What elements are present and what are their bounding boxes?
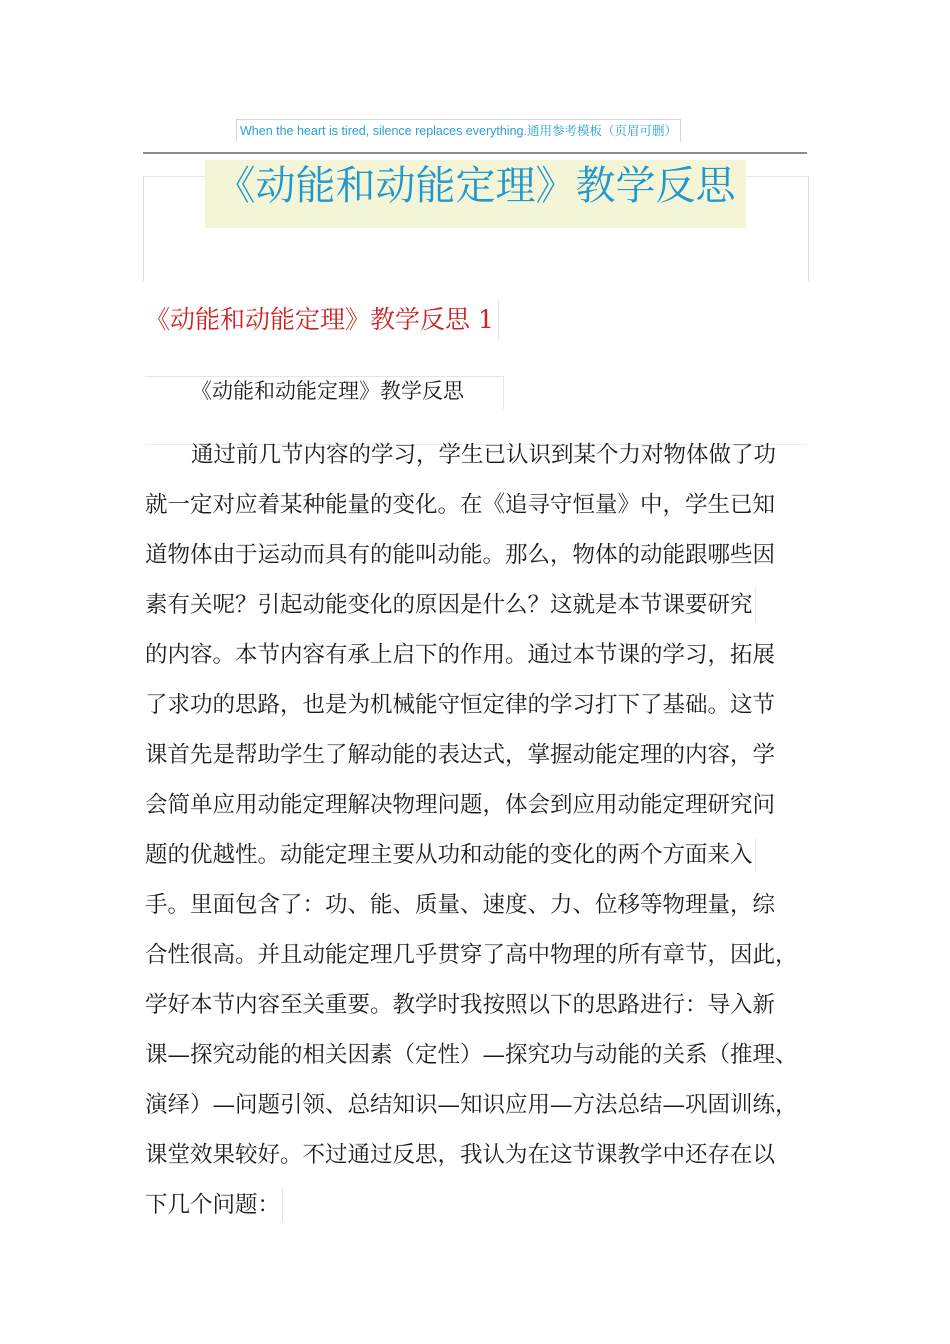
body-line: 素有关呢？引起动能变化的原因是什么？这就是本节课要研究 [145, 588, 756, 622]
document-title: 《动能和动能定理》教学反思 [215, 163, 736, 209]
body-line: 的内容。本节内容有承上启下的作用。通过本节课的学习，拓展 [145, 642, 776, 668]
subheading-block [145, 376, 504, 409]
body-line: 通过前几节内容的学习，学生已认识到某个力对物体做了功 [191, 442, 777, 468]
body-line: 学好本节内容至关重要。教学时我按照以下的思路进行：导入新 [145, 992, 776, 1018]
header-note: When the heart is tired, silence replaces everything.通用参考模板（页眉可删） [236, 119, 681, 142]
body-line: 会简单应用动能定理解决物理问题，体会到应用动能定理研究问 [145, 792, 776, 818]
subheading: 《动能和动能定理》教学反思 [191, 379, 464, 403]
body-line: 道物体由于运动而具有的能叫动能。那么，物体的动能跟哪些因 [145, 542, 776, 568]
body-line: 手。里面包含了：功、能、质量、速度、力、位移等物理量，综 [145, 892, 776, 918]
body-line: 课堂效果较好。不过通过反思，我认为在这节课教学中还存在以 [145, 1142, 776, 1168]
section-heading: 《动能和动能定理》教学反思 1 [145, 300, 499, 340]
body-line: 演绎）—问题引领、总结知识—知识应用—方法总结—巩固训练， [145, 1092, 798, 1118]
body-line: 合性很高。并且动能定理几乎贯穿了高中物理的所有章节，因此， [145, 942, 798, 968]
body-line: 题的优越性。动能定理主要从功和动能的变化的两个方面来入 [145, 838, 756, 872]
body-line: 了求功的思路，也是为机械能守恒定律的学习打下了基础。这节 [145, 692, 776, 718]
header-divider [143, 152, 807, 154]
body-line: 课—探究动能的相关因素（定性）—探究功与动能的关系（推理、 [145, 1042, 798, 1068]
body-line: 就一定对应着某种能量的变化。在《追寻守恒量》中，学生已知 [145, 492, 776, 518]
body-line: 课首先是帮助学生了解动能的表达式，掌握动能定理的内容，学 [145, 742, 776, 768]
body-line: 下几个问题： [145, 1188, 283, 1222]
